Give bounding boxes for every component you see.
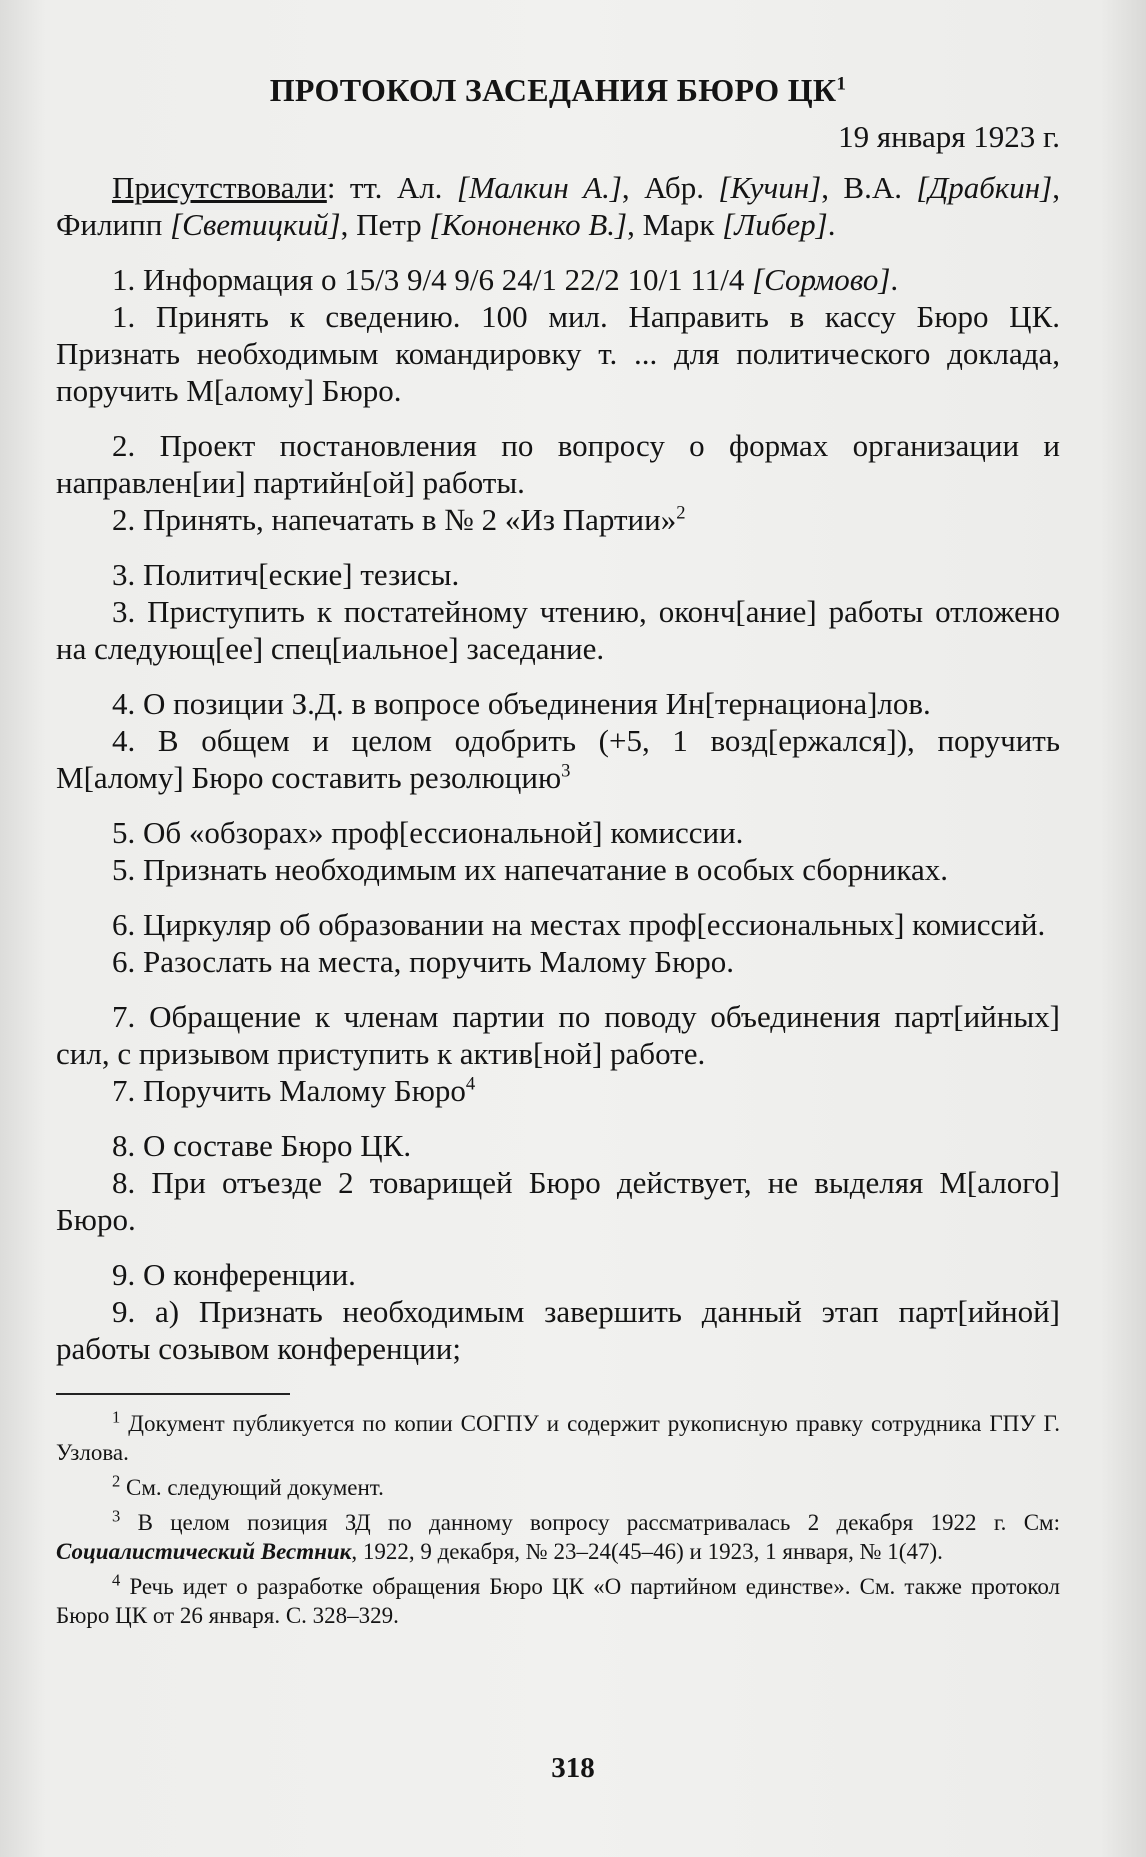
page-title: ПРОТОКОЛ ЗАСЕДАНИЯ БЮРО $ЦК^1$	[269, 72, 847, 108]
agenda-item-3: 3. Политич[еские] тезисы.	[112, 557, 460, 592]
agenda-item-7: 7. Обращение к членам партии по поводу объединения парт[ийных] сил, с призывом приступить к актив[ной] работе.	[56, 999, 1060, 1071]
footnote-ref: 4	[465, 1073, 476, 1095]
decision-1: 1. Принять к сведению. 100 мил. Направить в кассу Бюро ЦК. Признать необходимым командировку т. ... для политического доклада, поручить М[алому] Бюро.	[56, 299, 1060, 408]
footnote-1: $^1$ Документ публикуется по копии СОГПУ и содержит рукописную правку сотрудника ГПУ Г. Узлова.	[56, 1407, 1061, 1465]
footnote-ref: 3	[561, 760, 571, 782]
footnote-2: $^2$ См. следующий документ.	[112, 1471, 384, 1500]
footnote-ref: 1	[836, 73, 847, 95]
footnote-ref: 2	[676, 502, 686, 524]
agenda-item-2: 2. Проект постановления по вопросу о формах организации и направлен[ии] партийн[ой] работы.	[56, 428, 1060, 500]
decision-5: 5. Признать необходимым их напечатание в особых сборниках.	[112, 852, 948, 887]
decision-7: 7. Поручить Малому Бюро$^4$	[112, 1073, 476, 1108]
footnote-3: $^3$ В целом позиция ЗД по данному вопросу рассматривалась 2 декабря 1922 г. См: Социалистический Вестник, 1922, 9 декабря, № 23–24(45–46) и 1923, 1 января, № 1(47).	[56, 1506, 1061, 1564]
agenda-item-5: 5. Об «обзорах» проф[ессиональной] комиссии.	[112, 815, 744, 850]
attendees-label: Присутствовали	[112, 170, 327, 205]
attendees: Присутствовали: тт. Ал. [Малкин А.], Абр. [Кучин], В.А. [Драбкин], Филипп [Светицкий], Петр [Кононенко В.], Марк [Либер].	[56, 170, 1060, 242]
text-column	[56, 52, 1060, 1630]
agenda-item-4: 4. О позиции З.Д. в вопросе объединения Ин[тернациона]лов.	[112, 686, 931, 721]
decision-2: 2. Принять, напечатать в № 2 «Из Партии»$^2$	[112, 502, 686, 537]
decision-4: 4. В общем и целом одобрить (+5, 1 возд[ержался]), поручить М[алому] Бюро составить резолюцию$^3$	[56, 723, 1060, 795]
page-number: 318	[551, 1752, 595, 1784]
decision-8: 8. При отъезде 2 товарищей Бюро действует, не выделяя М[алого] Бюро.	[56, 1165, 1060, 1237]
agenda-item-8: 8. О составе Бюро ЦК.	[112, 1128, 412, 1163]
agenda-item-9: 9. О конференции.	[112, 1257, 356, 1292]
footnote-4: $^4$ Речь идет о разработке обращения Бюро ЦК «О партийном единстве». См. также протокол Бюро ЦК от 26 января. С. 328–329.	[56, 1570, 1060, 1628]
decision-6: 6. Разослать на места, поручить Малому Бюро.	[112, 944, 734, 979]
footnote-divider	[56, 1393, 290, 1395]
decision-3: 3. Приступить к постатейному чтению, оконч[ание] работы отложено на следующ[ее] спец[иальное] заседание.	[56, 594, 1060, 666]
agenda-item-1: 1. Информация о 15/3 9/4 9/6 24/1 22/2 10/1 11/4 [Сормово].	[112, 262, 899, 297]
document-date: 19 января 1923 г.	[838, 119, 1060, 154]
agenda-item-6: 6. Циркуляр об образовании на местах проф[ессиональных] комиссий.	[112, 907, 1046, 942]
decision-9: 9. а) Признать необходимым завершить данный этап парт[ийной] работы созывом конференции;	[56, 1294, 1060, 1366]
